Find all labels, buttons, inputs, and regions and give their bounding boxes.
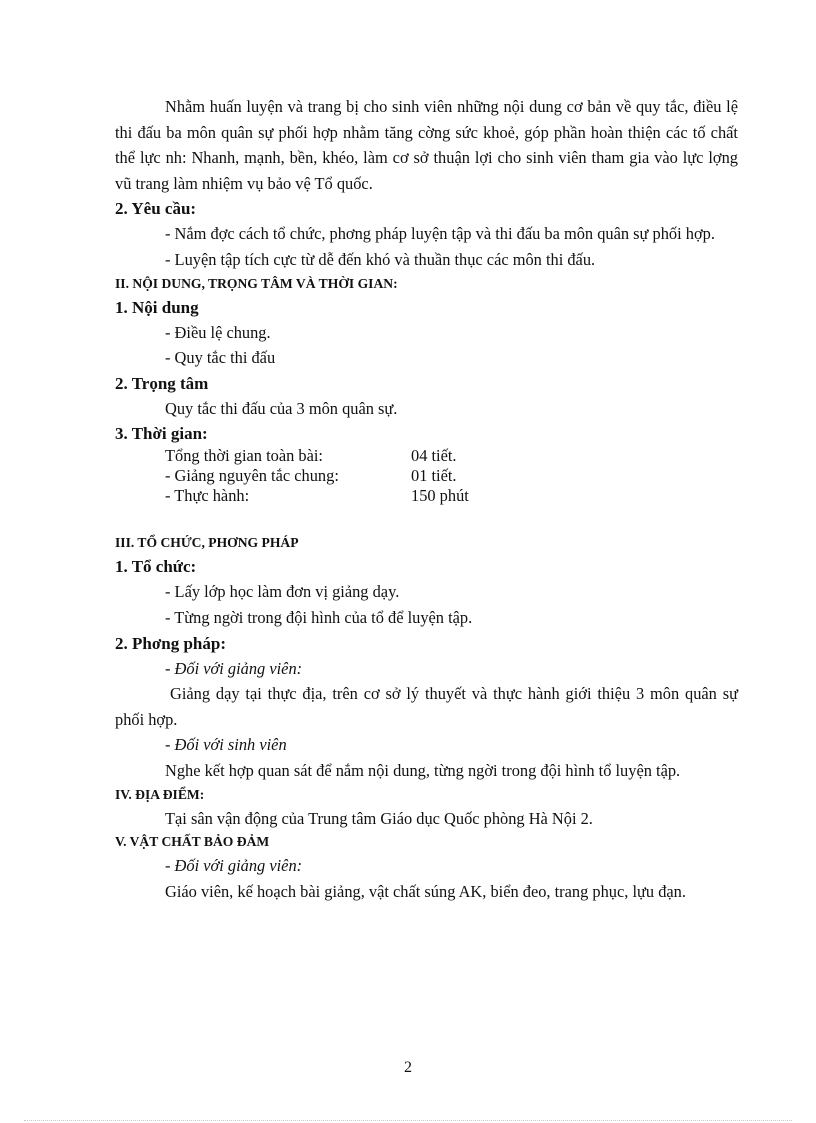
thoi-gian-value: 01 tiết. (411, 466, 457, 486)
to-chuc-item: - Lấy lớp học làm đơn vị giảng dạy. (165, 582, 400, 602)
trong-tam-text: Quy tắc thi đấu của 3 môn quân sự. (165, 398, 398, 418)
dia-diem-text: Tại sân vận động của Trung tâm Giáo dục Quốc phòng Hà Nội 2. (165, 808, 593, 828)
section-4-heading: IV. ĐỊA ĐIỂM: (115, 786, 205, 802)
thoi-gian-row (115, 466, 738, 486)
yeu-cau-item: - Luyện tập tích cực từ dễ đến khó và thuần thục các môn thi đấu. (165, 249, 596, 269)
intro-paragraph: Nhằm huấn luyện và trang bị cho sinh viên những nội dung cơ bản về quy tắc, điều lệ thi đấu ba môn quân sự phối hợp nhằm tăng cờng sức khoẻ, góp phần hoàn thiện các tố chất thể lực nh: Nhanh, mạnh, bền, khéo, làm cơ sở thuận lợi cho sinh viên tham gia vào lực lợng vũ trang làm nhiệm vụ bảo vệ Tổ quốc. (115, 97, 738, 193)
page-content (115, 94, 738, 904)
thoi-gian-row (115, 486, 738, 506)
sinh-vien-label: - Đối với sinh viên (165, 735, 287, 755)
page-break-line (24, 1120, 792, 1121)
section-3-heading: III. TỔ CHỨC, PHƠNG PHÁP (115, 535, 299, 551)
thoi-gian-label: - Giảng nguyên tắc chung: (165, 466, 339, 486)
vat-chat-gv-label: - Đối với giảng viên: (165, 856, 303, 876)
thoi-gian-label: - Thực hành: (165, 486, 250, 506)
thoi-gian-heading: 3. Thời gian: (115, 424, 208, 444)
trong-tam-heading: 2. Trọng tâm (115, 373, 209, 393)
to-chuc-heading: 1. Tổ chức: (115, 557, 197, 577)
page-number: 2 (404, 1059, 412, 1076)
yeu-cau-item: - Nắm đợc cách tổ chức, phơng pháp luyện tập và thi đấu ba môn quân sự phối hợp. (165, 224, 715, 244)
section-5-heading: V. VẬT CHẤT BẢO ĐẢM (115, 834, 270, 850)
giang-vien-text: Giảng dạy tại thực địa, trên cơ sở lý thuyết và thực hành giới thiệu 3 môn quân sự phối hợp. (115, 684, 738, 729)
vat-chat-gv-text: Giáo viên, kế hoạch bài giảng, vật chất súng AK, biển đeo, trang phục, lựu đạn. (165, 881, 686, 901)
sinh-vien-text: Nghe kết hợp quan sát để nắm nội dung, từng ngời trong đội hình tổ luyện tập. (165, 760, 681, 780)
section-2-heading: II. NỘI DUNG, TRỌNG TÂM VÀ THỜI GIAN: (115, 275, 398, 291)
giang-vien-label: - Đối với giảng viên: (165, 658, 303, 678)
noi-dung-item: - Quy tắc thi đấu (165, 348, 276, 368)
yeu-cau-heading: 2. Yêu cầu: (115, 199, 197, 219)
noi-dung-item: - Điều lệ chung. (165, 322, 271, 342)
thoi-gian-row (115, 446, 738, 466)
to-chuc-item: - Từng ngời trong đội hình của tổ để luyện tập. (165, 607, 473, 627)
thoi-gian-value: 04 tiết. (411, 446, 457, 466)
noi-dung-heading: 1. Nội dung (115, 297, 199, 317)
thoi-gian-value: 150 phút (411, 486, 469, 506)
spacer (115, 506, 738, 532)
thoi-gian-label: Tổng thời gian toàn bài: (165, 446, 323, 466)
phuong-phap-heading: 2. Phơng pháp: (115, 633, 226, 653)
